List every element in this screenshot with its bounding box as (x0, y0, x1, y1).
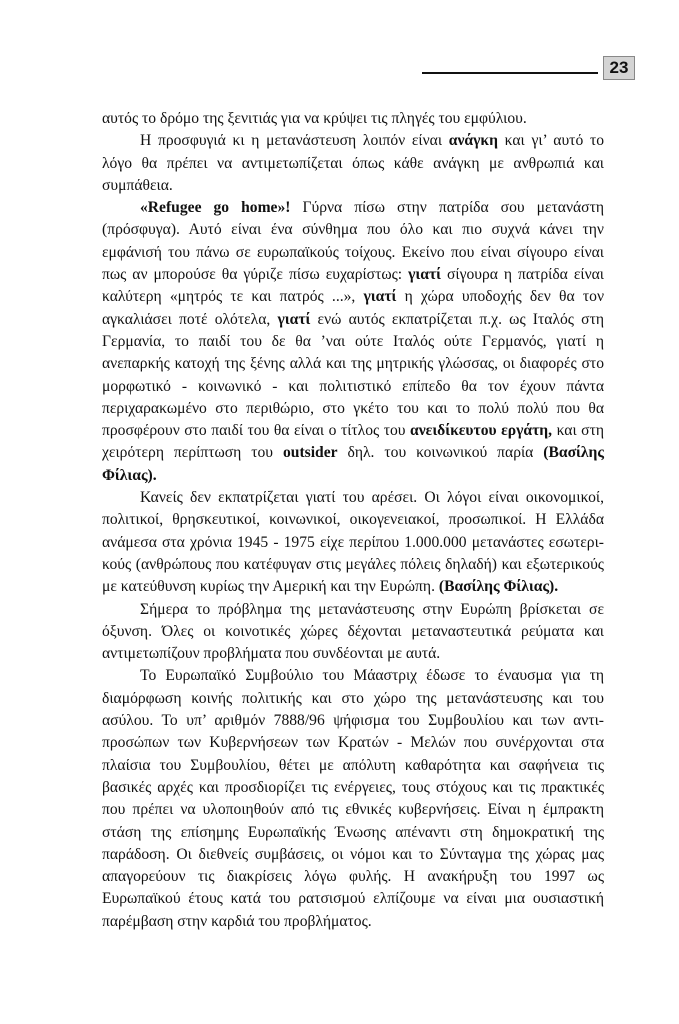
bold-text: γιατί (277, 310, 311, 328)
text-run: Το Ευρωπαϊκό Συμβούλιο του Μάαστριχ έδωσε το έναυσμα για τη διαμόρφωση κοινής πολιτικής και στο χώρο της μετανάστευσης και του ασύλου. Το υπ’ αριθμόν 7888/96 ψήφισμα του Συμβουλίου και των αντιπροσώπων των Κυβερνήσεων των Κρατών - Μελών που συνέρχονται στα πλαίσια του Συμβουλίου, θέτει με απόλυτη καθαρότητα και σαφήνεια τις βασικές αρχές και προσδιορίζει τις ενέργειες, τους στόχους και τις πρακτικές που πρέπει να υλοποιηθούν από τις εθνικές κυβερνήσεις. Είναι η έμπρακτη στάση της επίσημης Ευρωπαϊκής Ένωσης απέναντι στη δημοκρατική της παράδοση. Οι διεθνείς συμβάσεις, οι νόμοι και το Σύνταγμα της χώρας μας απαγορεύουν τις διακρίσεις λόγω φυλής. Η ανακήρυξη του 1997 ως Ευρωπαϊκού έτους κατά του ρατσισμού ελπίζουμε να είναι μια ουσιαστική παρέμβαση στην καρδιά του προβλήματος. (102, 667, 604, 930)
page-number: 23 (603, 56, 635, 80)
text-run: και στη χειρότερη περίπτωση του (102, 422, 604, 462)
text-run: αυτός το δρόμο της ξενιτιάς για να κρύψει τις πληγές του εμφύλιου. (102, 110, 527, 127)
paragraph (102, 665, 604, 933)
paragraph (102, 197, 604, 487)
text-run: και γι’ αυτό το λόγο θα πρέπει να αντιμετωπίζεται όπως κάθε ανάγκη με ανθρωπιά και συμπάθεια. (102, 132, 605, 194)
bold-text: γιατί (363, 288, 397, 306)
bold-text: (Βασίλης Φίλιας). (438, 578, 559, 596)
header-rule (422, 72, 598, 74)
paragraph (102, 130, 604, 197)
paragraph (102, 599, 604, 666)
text-run: Γύρνα πίσω στην πατρίδα σου μετανάστη (πρόσφυγα). Αυτό είναι ένα σύνθημα που όλο και πιο συχνά κάνει την εμφάνισή του πάνω σε ευρωπαϊκούς τοίχους. Εκείνο που είναι σίγουρο είναι πως αν μπορούσε θα γύριζε πίσω ευχαρίστως: (102, 199, 604, 284)
bold-text: «Refugee go home»! (140, 199, 291, 217)
text-run: Κανείς δεν εκπατρίζεται γιατί του αρέσει. Οι λόγοι είναι οικονομικοί, πολιτικοί, θρησκευτικοί, κοινωνικοί, οικογενειακοί, προσωπικοί. Η Ελλάδα ανάμεσα στα χρόνια 1945 - 1975 είχε περίπου 1.000.000 μετανάστες εσωτερικούς (ανθρώπους που κατέφυγαν στις μεγάλες πόλεις δηλαδή) και εξωτερικούς με κατεύθυνση κυρίως την Αμερική και την Ευρώπη. (102, 489, 604, 596)
text-run: Σήμερα το πρόβλημα της μετανάστευσης στην Ευρώπη βρίσκεται σε όξυνση. Όλες οι κοινοτικές χώρες δέχονται μεταναστευτικά ρεύματα και αντιμετωπίζουν προβλήματα που συνδέονται με αυτά. (102, 600, 604, 663)
bold-text: (Βασίλης Φίλιας). (102, 444, 604, 484)
bold-text: outsider (282, 444, 338, 462)
bold-text: ανάγκη (448, 132, 498, 150)
text-run: η χώρα υποδοχής δεν θα τον αγκαλιάσει ποτέ ολότελα, (102, 288, 604, 328)
paragraph (102, 487, 604, 598)
text-run: δηλ. του κοινωνικού παρία (337, 444, 544, 462)
text-run: σίγουρα η πατρίδα είναι καλύτερη «μητρός τε και πατρός ...», (102, 266, 604, 306)
paragraph (102, 108, 604, 130)
bold-text: γιατί (408, 266, 441, 284)
text-run: ενώ αυτός εκπατρίζεται π.χ. ως Ιταλός στη Γερμανία, το παιδί του δε θα ’ναι ούτε Ιταλός ούτε Γερμανός, γιατί η ανεπαρκής κατοχή της ξένης αλλά και της μητρικής γλώσσας, οι διαφορές στο μορφωτικό - κοινωνικό - και πολιτιστικό επίπεδο θα τον έχουν πάντα περιχαρακωμένο στο περιθώριο, στο γκέτο του και το πολύ πολύ που θα προσφέρουν στο παιδί του θα είναι ο τίτλος του (102, 310, 604, 440)
text-run: Η προσφυγιά κι η μετανάστευση λοιπόν είναι (140, 132, 449, 150)
bold-text: ανειδίκευτου εργάτη, (410, 422, 553, 440)
body-text (102, 108, 604, 933)
